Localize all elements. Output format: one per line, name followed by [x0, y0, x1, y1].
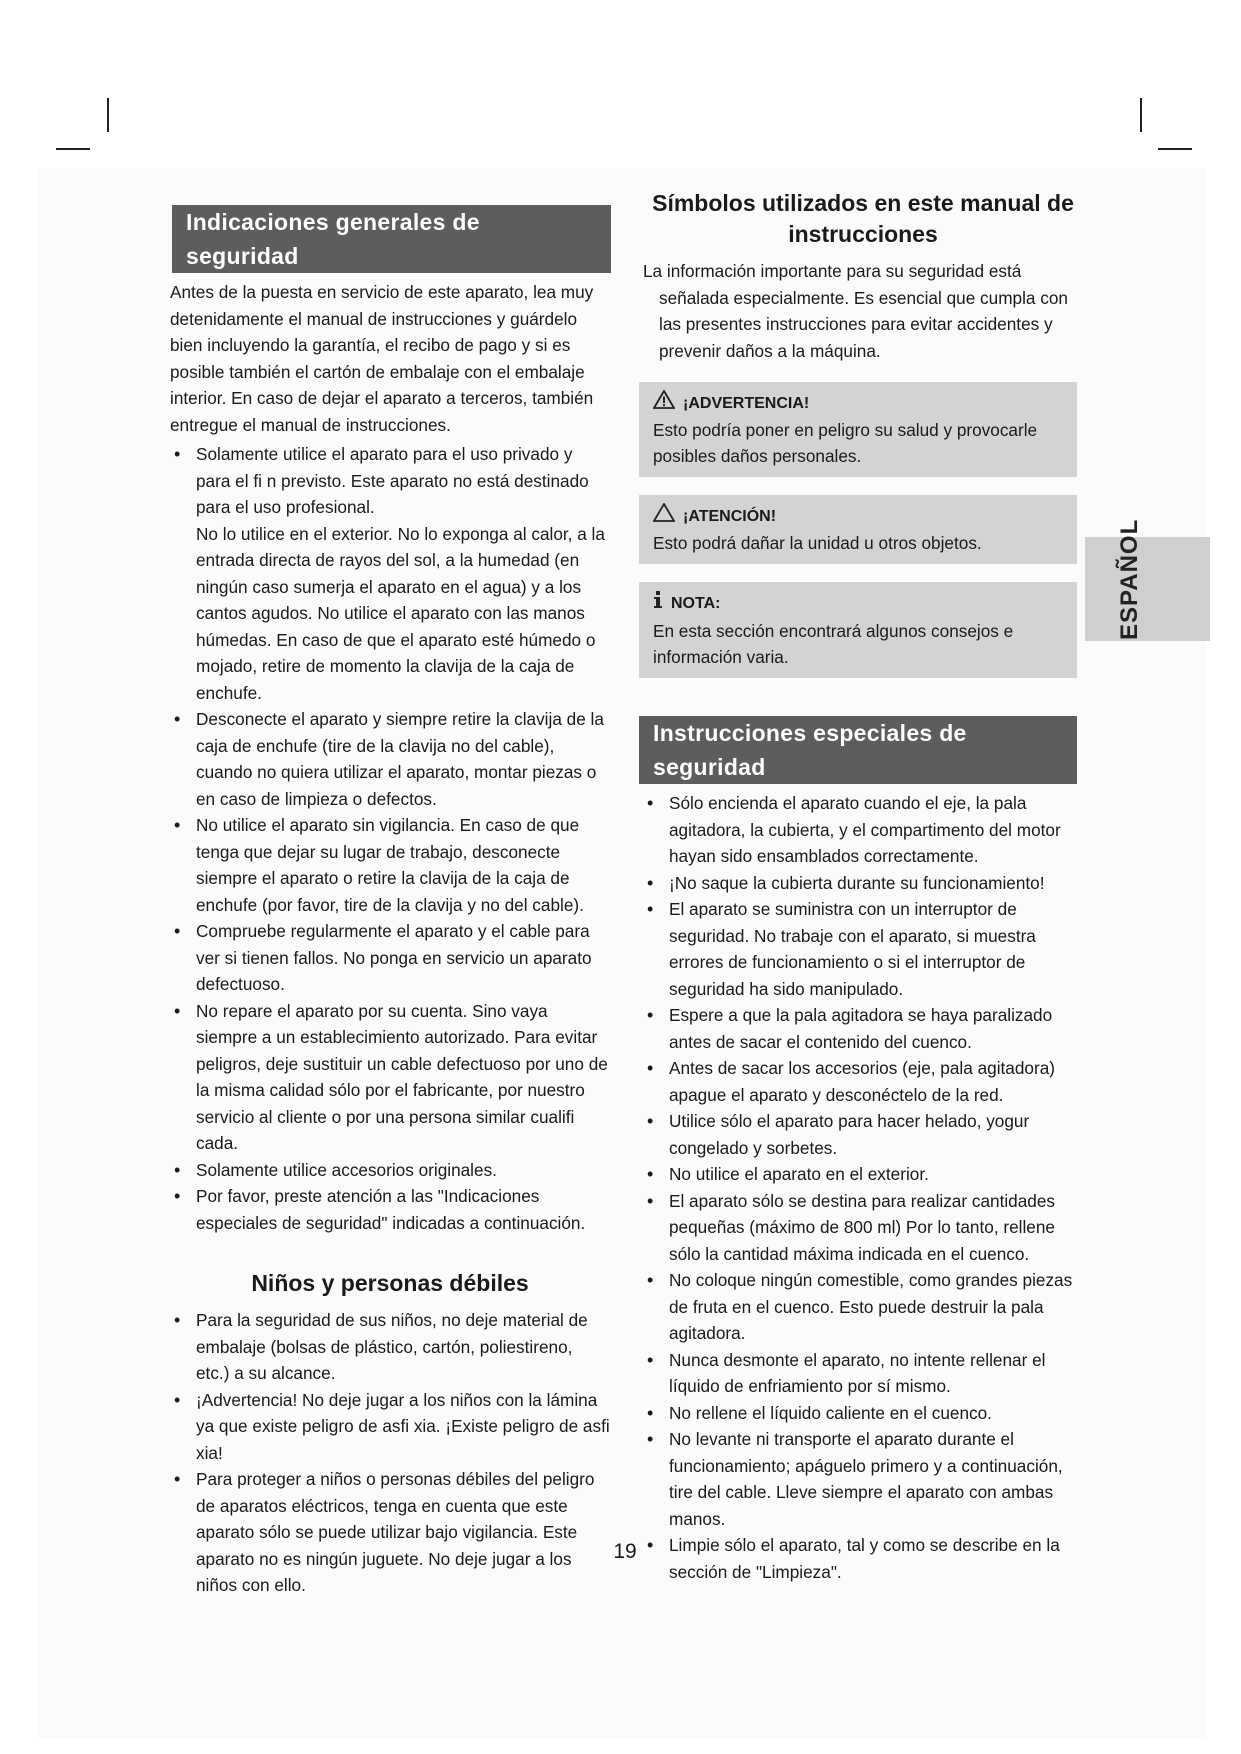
info-icon	[653, 590, 671, 618]
list-item: • No utilice el aparato en el exterior.	[643, 1161, 1083, 1188]
caution-notice	[639, 495, 1077, 564]
list-item: • Solamente utilice accesorios originales.	[170, 1157, 610, 1184]
general-safety-list	[170, 441, 610, 521]
symbols-intro: La información importante para su seguridad está señalada especialmente. Es esencial que cumpla con las presentes instrucciones para evitar accidentes y prevenir daños a la máquina.	[643, 261, 1068, 361]
crop-mark	[1140, 98, 1142, 132]
special-safety-heading: Instrucciones especiales de seguridad	[639, 716, 1077, 784]
list-item: • Compruebe regularmente el aparato y el cable para ver si tienen fallos. No ponga en servicio un aparato defectuoso.	[170, 918, 610, 998]
list-item: • Nunca desmonte el aparato, no intente rellenar el líquido de enfriamiento por sí mismo.	[643, 1347, 1083, 1400]
list-item: • Desconecte el aparato y siempre retire la clavija de la caja de enchufe (tire de la clavija no del cable), cuando no quiera utilizar el aparato, montar piezas o en caso de limpieza o defectos.	[170, 706, 610, 812]
note-body: En esta sección encontrará algunos consejos e información varia.	[653, 621, 1014, 667]
left-column	[170, 205, 610, 1599]
warning-title: ¡ADVERTENCIA!	[683, 394, 810, 412]
general-intro: Antes de la puesta en servicio de este aparato, lea muy detenidamente el manual de instrucciones y guárdelo bien incluyendo la garantía, el recibo de pago y si es posible también el cartón de embalaje con el embalaje interior. En caso de dejar el aparato a terceros, también entregue el manual de instrucciones.	[170, 282, 594, 435]
list-item: • El aparato sólo se destina para realizar cantidades pequeñas (máximo de 800 ml) Por lo tanto, rellene sólo la cantidad máxima indicada en el cuenco.	[643, 1188, 1083, 1268]
list-item: • Por favor, preste atención a las "Indicaciones especiales de seguridad" indicadas a continuación.	[170, 1183, 610, 1236]
warning-body: Esto podría poner en peligro su salud y provocarle posibles daños personales.	[653, 420, 1038, 466]
right-column	[643, 190, 1083, 1585]
caution-notice-header	[653, 503, 1063, 530]
list-item-continuation: No lo utilice en el exterior. No lo exponga al calor, a la entrada directa de rayos del sol, a la humedad (en ningún caso sumerja el aparato en el agua) y a los cantos agudos. No utilice el aparato con las manos húmedas. En caso de que el aparato esté húmedo o mojado, retire de momento la clavija de la caja de enchufe.	[196, 523, 605, 703]
crop-mark	[56, 148, 90, 150]
general-safety-list-continued	[170, 706, 610, 1236]
symbols-section-heading	[643, 188, 1083, 250]
page-number: 19	[613, 1540, 637, 1563]
children-safety-list	[170, 1307, 610, 1599]
list-item: • Para proteger a niños o personas débiles del peligro de aparatos eléctricos, tenga en cuenta que este aparato sólo se puede utilizar bajo vigilancia. Este aparato no es ningún juguete. No deje jugar a los niños con ello.	[170, 1466, 610, 1599]
list-item: • No repare el aparato por su cuenta. Sino vaya siempre a un establecimiento autorizado. Para evitar peligros, deje sustituir un cable defectuoso por uno de la misma calidad sólo por el fabricante, por nuestro servicio al cliente o por una persona similar cualifi cada.	[170, 998, 610, 1157]
list-item-text: Solamente utilice el aparato para el uso privado y para el fi n previsto. Este aparato no está destinado para el uso profesional.	[196, 444, 589, 517]
crop-mark	[107, 98, 109, 132]
caution-title: ¡ATENCIÓN!	[683, 507, 777, 525]
caution-triangle-icon	[653, 503, 683, 530]
language-tab	[1085, 518, 1210, 641]
warning-notice-header	[653, 390, 1063, 417]
warning-notice	[639, 382, 1077, 477]
list-item: • No rellene el líquido caliente en el cuenco.	[643, 1400, 1083, 1427]
note-title: NOTA:	[671, 595, 721, 612]
list-item: • No levante ni transporte el aparato durante el funcionamiento; apáguelo primero y a continuación, tire del cable. Lleve siempre el aparato con ambas manos.	[643, 1426, 1083, 1532]
note-notice	[639, 582, 1077, 678]
symbols-heading-line1: Símbolos utilizados en este manual de	[652, 190, 1074, 216]
list-item: • Limpie sólo el aparato, tal y como se describe en la sección de "Limpieza".	[643, 1532, 1083, 1585]
list-item: • No utilice el aparato sin vigilancia. En caso de que tenga que dejar su lugar de trabajo, desconecte siempre el aparato o retire la clavija de la caja de enchufe (por favor, tire de la clavija y no del cable).	[170, 812, 610, 918]
list-item: • Antes de sacar los accesorios (eje, pala agitadora) apague el aparato y desconéctelo de la red.	[643, 1055, 1083, 1108]
list-item: • Espere a que la pala agitadora se haya paralizado antes de sacar el contenido del cuenco.	[643, 1002, 1083, 1055]
general-safety-heading: Indicaciones generales de seguridad	[172, 205, 611, 273]
symbols-heading-line2: instrucciones	[788, 221, 938, 247]
note-notice-header	[653, 590, 1063, 618]
warning-triangle-icon	[653, 390, 683, 417]
list-item: • El aparato se suministra con un interruptor de seguridad. No trabaje con el aparato, si muestra errores de funcionamiento o si el interruptor de seguridad ha sido manipulado.	[643, 896, 1083, 1002]
list-item	[170, 441, 610, 521]
list-item: • No coloque ningún comestible, como grandes piezas de fruta en el cuenco. Esto puede destruir la pala agitadora.	[643, 1267, 1083, 1347]
list-item: • ¡Advertencia! No deje jugar a los niños con la lámina ya que existe peligro de asfi xia. ¡Existe peligro de asfi xia!	[170, 1387, 610, 1467]
caution-body: Esto podrá dañar la unidad u otros objetos.	[653, 533, 982, 553]
crop-mark	[1158, 148, 1192, 150]
special-safety-list	[643, 790, 1083, 1585]
list-item: • Utilice sólo el aparato para hacer helado, yogur congelado y sorbetes.	[643, 1108, 1083, 1161]
list-item: • ¡No saque la cubierta durante su funcionamiento!	[643, 870, 1083, 897]
children-section-heading: Niños y personas débiles	[251, 1270, 529, 1296]
language-tab-label: ESPAÑOL	[1116, 518, 1143, 640]
list-item: • Sólo encienda el aparato cuando el eje, la pala agitadora, la cubierta, y el compartimento del motor hayan sido ensamblados correctamente.	[643, 790, 1083, 870]
list-item: • Para la seguridad de sus niños, no deje material de embalaje (bolsas de plástico, cartón, poliestireno, etc.) a su alcance.	[170, 1307, 610, 1387]
